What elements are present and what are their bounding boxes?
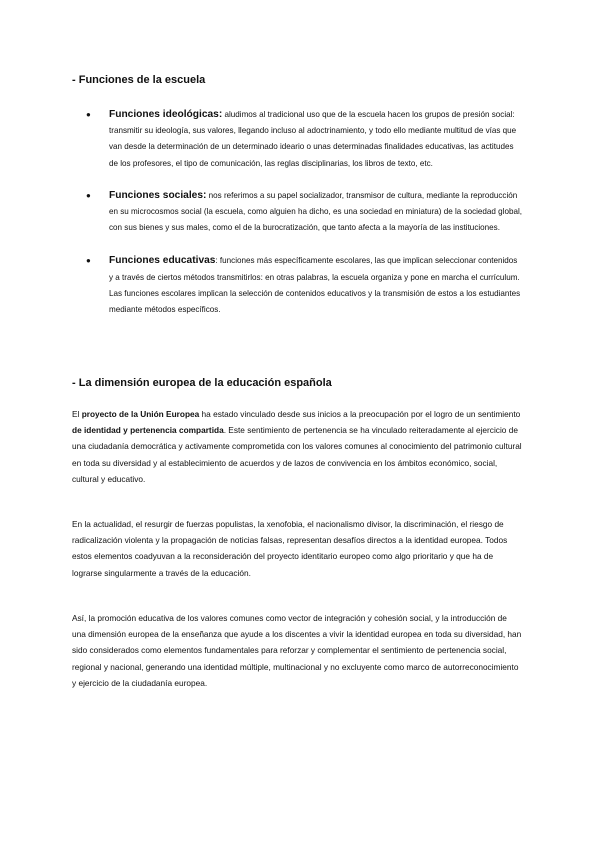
item-extra-text: Las funciones escolares implican la selección de contenidos educativos y la transmisión de estos a los estudiantes mediante métodos específicos. [109, 288, 521, 315]
item-text: : funciones más específicamente escolares, las que implican seleccionar contenidos y a través de ciertos métodos transmitirlos: en otras palabras, la escuela organiza y pone en marcha el currículum. [109, 256, 520, 282]
bullet-icon: ● [86, 256, 91, 266]
section-heading-dimension-europea: - La dimensión europea de la educación española [72, 377, 332, 389]
list-item-educativas [82, 253, 522, 318]
item-text: nos referimos a su papel socializador, transmisor de cultura, mediante la reproducción en su microcosmos social (la escuela, como alguien ha dicho, es una sociedad en miniatura) de la sociedad global, con sus bienes y sus males, como el de la burocratización, que tanto afecta a la mayoría de las instituciones. [109, 190, 523, 233]
bullet-icon: ● [86, 110, 91, 119]
list-item-sociales [82, 188, 522, 237]
bold-text: de identidad y pertenencia compartida [72, 425, 224, 436]
item-text: aludimos al tradicional uso que de la escuela hacen los grupos de presión social: transmitir su ideología, sus valores, llegando incluso al adoctrinamiento, y todo ello mediante multitud de vías que van desde la determinación de un determinado ideario o unas determinadas finalidades educativas, las actitudes de los profesores, el tipo de comunicación, las reglas disciplinarias, los libros de texto, etc. [109, 110, 517, 168]
list-item-ideologicas [82, 107, 522, 172]
bullet-icon: ● [86, 190, 91, 200]
bold-text: proyecto de la Unión Europea [81, 409, 200, 419]
text-run: . Este sentimiento de pertenencia se ha vinculado reiteradamente al ejercicio de una ciudadanía democrática y activamente comprometida con los valores comunes al conocimiento del patrimonio cultural en toda su diversidad y al establecimiento de acuerdos y de lazos de convivencia en los ámbitos económico, social, cultural y educativo. [72, 425, 522, 484]
funciones-list [82, 107, 522, 318]
item-title: Funciones ideológicas: [109, 109, 223, 120]
paragraph-union-europea [72, 406, 522, 487]
text-run: ha estado vinculado desde sus inicios a la preocupación por el logro de un sentimiento [199, 409, 521, 419]
paragraph-actualidad: En la actualidad, el resurgir de fuerzas populistas, la xenofobia, el nacionalismo divisor, la discriminación, el riesgo de radicalización violenta y la propagación de noticias falsas, representan desafíos directos a la identidad europea. Todos estos elementos coadyuvan a la reconsideración del proyecto identitario europeo como algo prioritario y que ha de lograrse singularmente a través de la educación. [72, 519, 508, 578]
paragraph-promocion-educativa: Así, la promoción educativa de los valores comunes como vector de integración y cohesión social, y la introducción de una dimensión europea de la enseñanza que ayude a los discentes a vivir la identidad europea en toda su diversidad, han sido considerados como elementos fundamentales para reforzar y complementar el sentimiento de pertenencia social, regional y nacional, generando una identidad múltiple, multinacional y no excluyente como marco de autorreconocimiento y ejercicio de la ciudadanía europea. [72, 613, 522, 688]
text-run: El [72, 409, 82, 419]
item-title: Funciones sociales: [109, 189, 207, 201]
item-title: Funciones educativas [109, 255, 216, 267]
section-heading-funciones: - Funciones de la escuela [72, 74, 206, 86]
